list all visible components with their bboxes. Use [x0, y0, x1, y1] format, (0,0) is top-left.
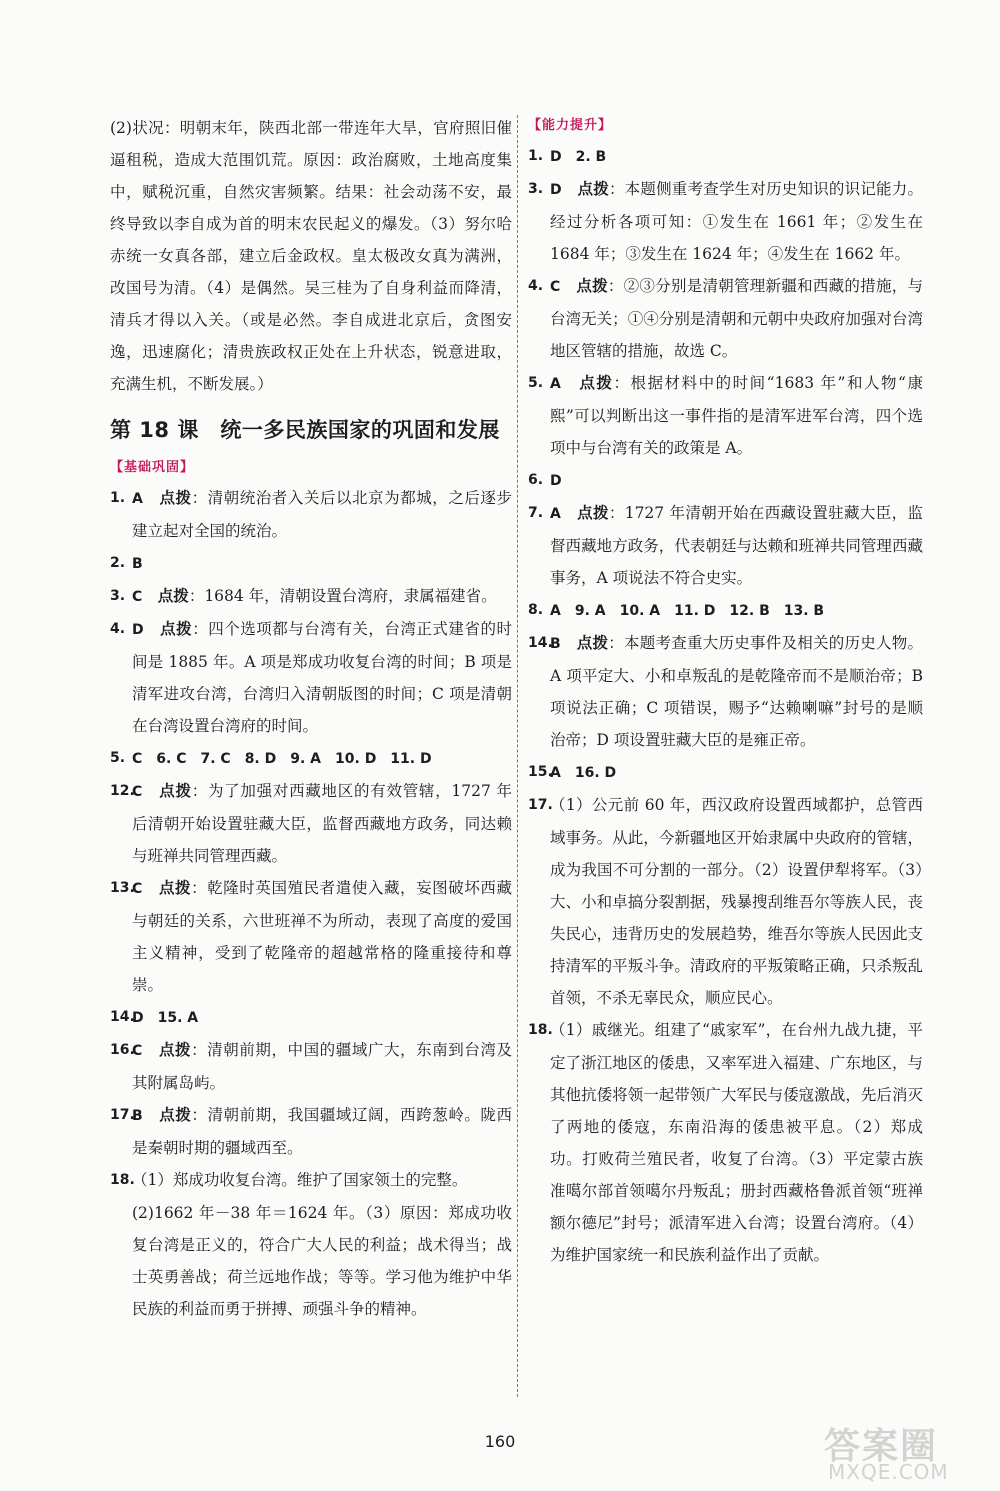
hint-label: 点拨	[158, 1040, 192, 1059]
answer-choice: A	[550, 376, 561, 392]
hint-label: 点拨	[577, 179, 609, 198]
answer-item	[528, 627, 923, 756]
answer-choice: C	[132, 784, 143, 800]
page-number: 160	[484, 1432, 516, 1451]
answer-number: 3.	[110, 588, 126, 604]
answer-choice: C	[132, 589, 143, 605]
answer-number: 8.	[528, 602, 544, 618]
answer-number: 1.	[528, 148, 544, 164]
answer-choice: C	[550, 279, 561, 295]
answer-number: 13.	[110, 880, 135, 896]
hint-label: 点拨	[158, 878, 192, 897]
watermark-url: MXQE.COM	[828, 1460, 949, 1484]
answer-item	[528, 140, 923, 173]
answer-item	[110, 775, 512, 872]
answer-number: 18.	[528, 1022, 553, 1038]
hint-label: 点拨	[159, 488, 192, 507]
answer-choice: A 9. A 10. A 11. D 12. B 13. B	[550, 603, 825, 619]
answer-number: 6.	[528, 472, 544, 488]
answer-item	[528, 756, 923, 789]
answer-explanation: ：根据材料中的时间“1683 年”和人物“康熙”可以判断出这一事件指的是清军进军台湾，四个选项中与台湾有关的政策是 A。	[550, 374, 923, 457]
answer-explanation: ：本题考查重大历史事件及相关的历史人物。A 项平定大、小和卓叛乱的是乾隆帝而不是顺治帝；B 项说法正确；C 项错误，赐予“达赖喇嘛”封号的是顺治帝；D 项设置驻藏大臣的是雍正帝。	[550, 634, 923, 749]
answer-number: 1.	[110, 490, 126, 506]
answer-paragraph-continued: (2)状况：明朝末年，陕西北部一带连年大旱，官府照旧催逼租税，造成大范围饥荒。原因：政治腐败，土地高度集中，赋税沉重，自然灾害频繁。结果：社会动荡不安，最终导致以李自成为首的明末农民起义的爆发。（3）努尔哈赤统一女真各部，建立后金政权。皇太极改女真为满洲，改国号为清。（4）是偶然。吴三桂为了自身利益而降清，清兵才得以入关。（或是必然。李自成进北京后，贪图安逸，迅速腐化；清贵族政权正处在上升状态，锐意进取，充满生机，不断发展。）	[110, 119, 512, 393]
answer-item	[528, 1014, 923, 1271]
answer-item	[528, 497, 923, 594]
answer-number: 18.	[110, 1172, 135, 1188]
answer-explanation: ：1684 年，清朝设置台湾府，隶属福建省。	[188, 587, 497, 605]
answer-item	[110, 547, 512, 580]
column-divider	[517, 115, 518, 1397]
answer-explanation: ：乾隆时英国殖民者遣使入藏，妄图破坏西藏与朝廷的关系，六世班禅不为所动，表现了高度的爱国主义精神，受到了乾隆帝的超越常格的隆重接待和尊崇。	[132, 879, 512, 994]
answer-explanation: ：1727 年清朝开始在西藏设置驻藏大臣，监督西藏地方政务，代表朝廷与达赖和班禅共同管理西藏事务，A 项说法不符合史实。	[550, 504, 923, 587]
answer-choice: D	[132, 622, 144, 638]
answer-item	[528, 789, 923, 1014]
answer-item	[110, 580, 512, 613]
hint-label: 点拨	[576, 276, 608, 295]
answer-number: 3.	[528, 181, 544, 197]
hint-label: 点拨	[159, 781, 192, 800]
answer-number: 5.	[528, 375, 544, 391]
answer-explanation: （1）郑成功收复台湾。维护了国家领土的完整。	[132, 1171, 468, 1189]
answer-explanation: ：②③分别是清朝管理新疆和西藏的措施，与台湾无关；①④分别是清朝和元朝中央政府加强对台湾地区管辖的措施，故选 C。	[550, 277, 923, 360]
answer-choice: D 2. B	[550, 149, 607, 165]
answer-item	[110, 1034, 512, 1099]
answer-item	[528, 173, 923, 270]
answer-item	[528, 464, 923, 497]
answer-number: 4.	[110, 621, 126, 637]
answer-item	[110, 613, 512, 742]
answer-explanation: ：本题侧重考查学生对历史知识的识记能力。经过分析各项可知：①发生在 1661 年；②发生在 1684 年；③发生在 1624 年；④发生在 1662 年。	[550, 180, 923, 263]
answer-number: 17.	[528, 797, 553, 813]
answer-number: 17.	[110, 1107, 135, 1123]
answer-number: 7.	[528, 505, 544, 521]
hint-label: 点拨	[579, 373, 614, 392]
answer-item	[110, 742, 512, 775]
hint-label: 点拨	[157, 586, 189, 605]
answer-explanation: ：清朝统治者入关后以北京为都城，之后逐步建立起对全国的统治。	[132, 489, 512, 540]
answer-explanation: ：为了加强对西藏地区的有效管辖，1727 年后清朝开始设置驻藏大臣，监督西藏地方政务，同达赖与班禅共同管理西藏。	[132, 782, 512, 865]
answer-item	[110, 1099, 512, 1164]
left-column	[110, 112, 512, 1325]
lesson-title: 第 18 课 统一多民族国家的巩固和发展	[110, 418, 500, 442]
answer-explanation: ：清朝前期，我国疆域辽阔，西跨葱岭。陇西是秦朝时期的疆域西至。	[132, 1106, 512, 1157]
answer-number: 5.	[110, 750, 126, 766]
answer-number: 16.	[110, 1042, 135, 1058]
answer-choice: D	[550, 473, 562, 489]
right-answer-list	[528, 140, 923, 1271]
hint-label: 点拨	[159, 1105, 192, 1124]
answer-item	[528, 270, 923, 367]
answer-explanation: （1）戚继光。组建了“戚家军”，在台州九战九捷，平定了浙江地区的倭患，又率军进入福建、广东地区，与其他抗倭将领一起带领广大军民与倭寇激战，先后消灭了两地的倭寇，东南沿海的倭患被平息。（2）郑成功。打败荷兰殖民者，收复了台湾。（3）平定蒙古族准噶尔部首领噶尔丹叛乱；册封西藏格鲁派首领“班禅额尔德尼”封号；派清军进入台湾；设置台湾府。（4）为维护国家统一和民族利益作出了贡献。	[550, 1021, 923, 1264]
answer-item	[110, 1001, 512, 1034]
answer-explanation: （1）公元前 60 年，西汉政府设置西域都护，总管西域事务。从此，今新疆地区开始隶属中央政府的管辖，成为我国不可分割的一部分。（2）设置伊犁将军。（3）大、小和卓搞分裂割据，残暴搜刮维吾尔等族人民，丧失民心，违背历史的发展趋势，维吾尔等族人民因此支持清军的平叛斗争。清政府的平叛策略正确，只杀叛乱首领，不杀无辜民众，顺应民心。	[550, 796, 923, 1007]
answer-item	[110, 1164, 512, 1197]
hint-label: 点拨	[576, 633, 609, 652]
left-answer-list	[110, 482, 512, 1197]
answer-number: 4.	[528, 278, 544, 294]
answer-18-part2: (2)1662 年－38 年＝1624 年。（3）原因：郑成功收复台湾是正义的，符合广大人民的利益；战术得当；战士英勇善战；荷兰远地作战；等等。学习他为维护中华民族的利益而勇于拼搏、顽强斗争的精神。	[132, 1204, 512, 1318]
hint-label: 点拨	[577, 503, 609, 522]
watermark-text: 答案圈	[824, 1426, 939, 1467]
watermark-logo	[820, 1418, 992, 1486]
right-column	[528, 112, 923, 1271]
answer-choice: A	[132, 491, 143, 507]
answer-choice: C 6. C 7. C 8. D 9. A 10. D 11. D	[132, 751, 432, 767]
answer-item	[110, 872, 512, 1001]
answer-choice: C	[132, 1043, 143, 1059]
answer-choice: B	[550, 636, 561, 652]
answer-choice: A 16. D	[550, 765, 617, 781]
answer-item	[528, 594, 923, 627]
answer-explanation: ：清朝前期，中国的疆域广大，东南到台湾及其附属岛屿。	[132, 1041, 512, 1092]
answer-item	[110, 482, 512, 547]
answer-item	[528, 367, 923, 464]
answer-choice: B	[132, 1108, 143, 1124]
hint-label: 点拨	[160, 619, 193, 638]
answer-choice: D	[550, 182, 562, 198]
answer-choice: D 15. A	[132, 1010, 199, 1026]
answer-number: 2.	[110, 555, 126, 571]
section-ability-improvement: 【能力提升】	[528, 118, 613, 133]
answer-choice: A	[550, 506, 561, 522]
answer-number: 14.	[528, 635, 553, 651]
answer-number: 15.	[528, 764, 553, 780]
answer-number: 12.	[110, 783, 135, 799]
section-basic-consolidation: 【基础巩固】	[110, 460, 195, 475]
answer-number: 14.	[110, 1009, 135, 1025]
answer-choice: C	[132, 881, 143, 897]
answer-explanation: ：四个选项都与台湾有关，台湾正式建省的时间是 1885 年。A 项是郑成功收复台湾的时间；B 项是清军进攻台湾，台湾归入清朝版图的时间；C 项是清朝在台湾设置台湾府的时间。	[132, 620, 512, 735]
answer-choice: B	[132, 556, 143, 572]
